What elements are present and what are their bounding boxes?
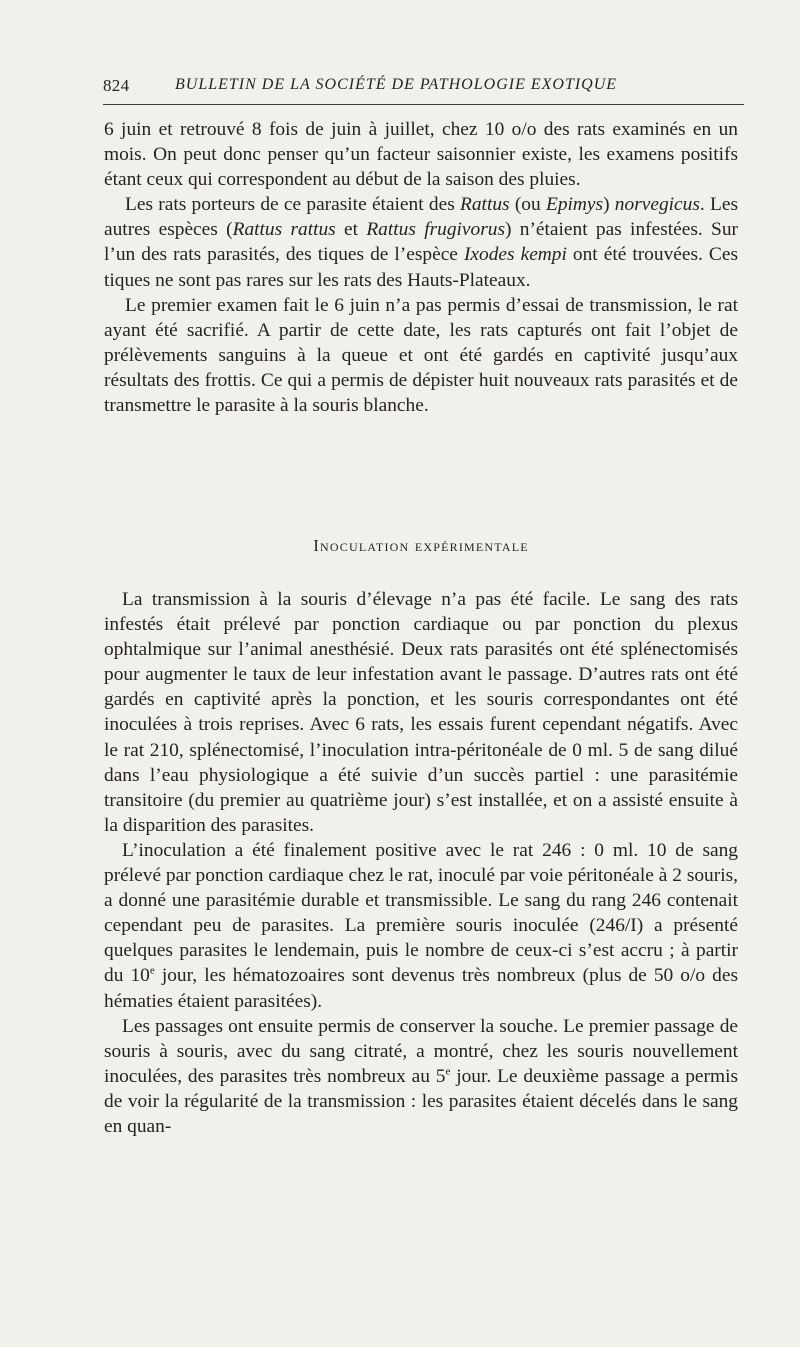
paragraph-4: La transmission à la souris d’élevage n’a pas été facile. Le sang des rats infestés était prélevé par ponction cardiaque ou par ponction du plexus ophtalmique sur l’animal anesthésié. Deux rats parasités ont été splénectomisés pour augmenter le taux de leur infestation avant le passage. D’autres rats ont été gardés en captivité après la ponction, et les souris correspondantes ont été inoculées à trois reprises. Avec 6 rats, les essais furent cependant négatifs. Avec le rat 210, splénectomisé, l’inoculation intra-péritonéale de 0 ml. 5 de sang dilué dans l’eau physiologique a été suivie d’un succès partiel : une parasitémie transitoire (du premier au quatrième jour) s’est installée, et on a assisté ensuite à la disparition des parasites. [104, 589, 738, 836]
p5-text: L’inoculation a été finalement positive avec le rat 246 : 0 ml. 10 de sang prélevé par ponction cardiaque chez le rat, inoculé par voie péritonéale à 2 souris, a donné une parasitémie durable et transmissible. Le sang du rang 246 contenait cependant peu de parasites. La première souris inoculée (246/I) a présenté quelques parasites le lendemain, puis le nombre de ceux-ci s’est accru ; à partir du 10 [104, 839, 738, 987]
paragraph-6 [104, 1014, 738, 1139]
p2-part-7: Rattus rattus [232, 219, 336, 241]
paragraph-5 [104, 838, 738, 1014]
header-rule [103, 104, 744, 105]
p2-part-12: ont été trouvées. Ces tiques ne sont pas rares sur les rats des Hauts-Plateaux. [104, 244, 738, 291]
p2-part-9: Rattus frugivorus [366, 219, 505, 241]
p2-part-0: Les rats porteurs de ce parasite étaient des [125, 194, 461, 216]
p6-text-after: jour. Le deuxième passage a permis de voir la régularité de la transmission : les parasites étaient décelés dans le sang en quan- [104, 1065, 738, 1137]
p2-part-2: (ou [509, 194, 546, 216]
p2-part-10: ) n’étaient pas infestées. Sur l’un des rats parasités, des tiques de l’espèce [104, 219, 738, 266]
p2-part-3: Epimys [545, 194, 604, 216]
p6-superscript: e [445, 1065, 451, 1078]
p2-part-11: Ixodes kempi [463, 244, 567, 266]
paragraph-2 [104, 192, 738, 292]
p5-superscript: e [149, 964, 155, 977]
p2-part-1: Rattus [460, 194, 510, 216]
paragraph-3: Le premier examen fait le 6 juin n’a pas permis d’essai de transmission, le rat ayant été sacrifié. A partir de cette date, les rats capturés ont fait l’objet de prélèvements sanguins à la queue et ont été gardés en captivité jusqu’aux résultats des frottis. Ce qui a permis de dépister huit nouveaux rats parasités et de transmettre le parasite à la souris blanche. [104, 294, 738, 417]
p6-text: Les passages ont ensuite permis de conserver la souche. Le premier passage de souris à souris, avec du sang citraté, a montré, chez les souris nouvellement inoculées, des parasites très nombreux au 5 [104, 1015, 738, 1087]
p2-part-6: . Les autres espèces ( [104, 194, 739, 241]
running-title: BULLETIN DE LA SOCIÉTÉ DE PATHOLOGIE EXOTIQUE [175, 76, 618, 93]
p5-text-after: jour, les hématozoaires sont devenus très nombreux (plus de 50 o/o des hématies étaient parasitées). [104, 965, 738, 1012]
p2-part-4: ) [603, 194, 615, 216]
paragraph-1: 6 juin et retrouvé 8 fois de juin à juillet, chez 10 o/o des rats examinés en un mois. On peut donc penser qu’un facteur saisonnier existe, les examens positifs étant ceux qui correspondent au début de la saison des pluies. [104, 119, 738, 191]
body-section-1 [104, 117, 738, 418]
page-header [103, 76, 743, 100]
p2-part-8: et [335, 219, 367, 241]
body-section-2 [104, 587, 738, 1139]
p2-part-5: norvegicus [614, 194, 700, 216]
section-heading: Inoculation expérimentale [313, 536, 529, 555]
page-number: 824 [103, 76, 130, 95]
